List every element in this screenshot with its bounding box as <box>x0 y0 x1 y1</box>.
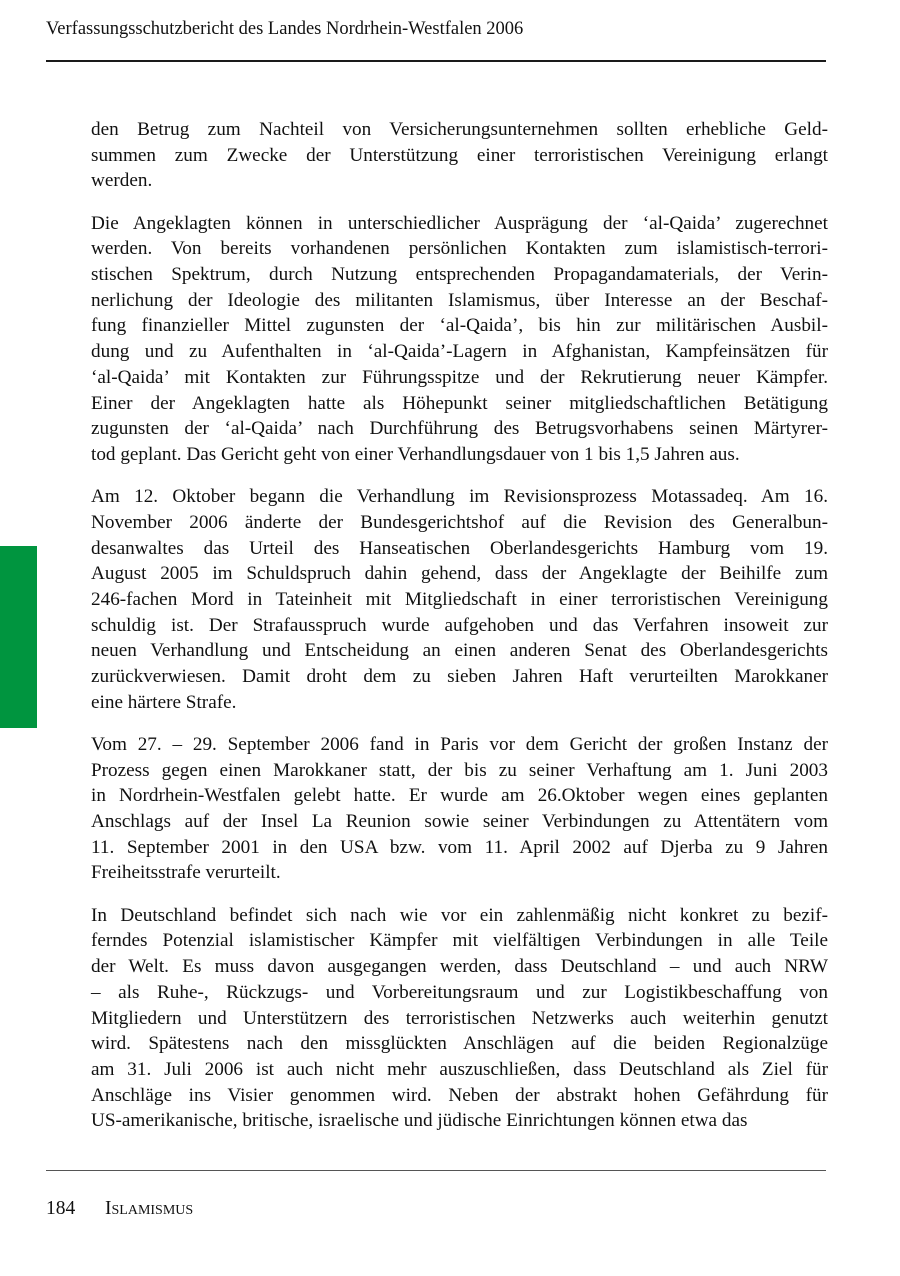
text-line: 246-fachen Mord in Tateinheit mit Mitgliedschaft in einer terroristischen Vereinigung <box>91 588 828 610</box>
text-line: desanwaltes das Urteil des Hanseatischen Oberlandesgerichts Hamburg vom 19. <box>91 537 828 559</box>
text-line: Einer der Angeklagten hatte als Höhepunkt seiner mitgliedschaftlichen Betätigung <box>91 392 828 414</box>
text-line: wird. Spätestens nach den missglückten Anschlägen auf die beiden Regionalzüge <box>91 1033 828 1055</box>
paragraph <box>91 211 828 468</box>
text-line: schuldig ist. Der Strafausspruch wurde aufgehoben und das Verfahren insoweit zur <box>91 614 828 636</box>
text-line: Mitgliedern und Unterstützern des terroristischen Netzwerks auch weiterhin genutzt <box>91 1007 828 1029</box>
text-line: US-amerikanische, britische, israelische und jüdische Einrichtungen können etwa das <box>91 1110 748 1132</box>
text-line: tod geplant. Das Gericht geht von einer Verhandlungsdauer von 1 bis 1,5 Jahren aus. <box>91 443 740 465</box>
text-line: Die Angeklagten können in unterschiedlicher Ausprägung der ‘al-Qaida’ zugerechnet <box>91 212 828 234</box>
text-line: August 2005 im Schuldspruch dahin gehend, dass der Angeklagte der Beihilfe zum <box>91 563 828 585</box>
chapter-side-tab <box>0 546 37 728</box>
text-line: dung und zu Aufenthalten in ‘al-Qaida’-Lagern in Afghanistan, Kampfeinsätzen für <box>91 341 828 363</box>
text-line: zugunsten der ‘al-Qaida’ nach Durchführung des Betrugsvorhabens seinen Märtyrer- <box>91 418 828 440</box>
text-line: werden. Von bereits vorhandenen persönlichen Kontakten zum islamistisch-terrori- <box>91 238 828 260</box>
text-line: Anschläge ins Visier genommen wird. Neben der abstrakt hohen Gefährdung für <box>91 1084 828 1106</box>
paragraph <box>91 117 828 194</box>
text-line: in Nordrhein-Westfalen gelebt hatte. Er wurde am 26.Oktober wegen eines geplanten <box>91 785 828 807</box>
text-line: Am 12. Oktober begann die Verhandlung im Revisionsprozess Motassadeq. Am 16. <box>91 486 828 508</box>
text-line: den Betrug zum Nachteil von Versicherungsunternehmen sollten erhebliche Geld- <box>91 119 828 140</box>
footer-divider <box>46 1170 826 1171</box>
text-line: ferndes Potenzial islamistischer Kämpfer mit vielfältigen Verbindungen in alle Teile <box>91 930 828 952</box>
text-line: Anschlags auf der Insel La Reunion sowie seiner Verbindungen zu Attentätern vom <box>91 811 828 833</box>
text-line: werden. <box>91 170 153 192</box>
text-line: 11. September 2001 in den USA bzw. vom 11. April 2002 auf Djerba zu 9 Jahren <box>91 836 828 858</box>
text-line: neuen Verhandlung und Entscheidung an einen anderen Senat des Oberlandesgerichts <box>91 640 828 662</box>
text-line: Freiheitsstrafe verurteilt. <box>91 862 281 884</box>
body-text <box>91 117 828 1151</box>
page-number: 184 <box>46 1198 76 1219</box>
header-divider <box>46 60 826 62</box>
text-line: eine härtere Strafe. <box>91 691 237 713</box>
paragraph <box>91 732 828 886</box>
text-line: der Welt. Es muss davon ausgegangen werden, dass Deutschland – und auch NRW <box>91 956 828 978</box>
text-line: In Deutschland befindet sich nach wie vor ein zahlenmäßig nicht konkret zu bezif- <box>91 904 828 926</box>
paragraph <box>91 903 828 1134</box>
text-line: – als Ruhe-, Rückzugs- und Vorbereitungsraum und zur Logistikbeschaffung von <box>91 981 828 1003</box>
text-line: stischen Spektrum, durch Nutzung entsprechenden Propagandamaterials, der Verin- <box>91 264 828 286</box>
paragraph <box>91 484 828 715</box>
text-line: summen zum Zwecke der Unterstützung einer terroristischen Vereinigung erlangt <box>91 144 828 166</box>
text-line: Prozess gegen einen Marokkaner statt, der bis zu seiner Verhaftung am 1. Juni 2003 <box>91 759 828 781</box>
text-line: nerlichung der Ideologie des militanten Islamismus, über Interesse an der Beschaf- <box>91 289 828 311</box>
text-line: ‘al-Qaida’ mit Kontakten zur Führungsspitze und der Rekrutierung neuer Kämpfer. <box>91 366 828 388</box>
running-header-title: Verfassungsschutzbericht des Landes Nordrhein-Westfalen 2006 <box>46 19 524 39</box>
text-line: Vom 27. – 29. September 2006 fand in Paris vor dem Gericht der großen Instanz der <box>91 733 828 755</box>
text-line: fung finanzieller Mittel zugunsten der ‘al-Qaida’, bis hin zur militärischen Ausbil- <box>91 315 828 337</box>
text-line: am 31. Juli 2006 ist auch nicht mehr auszuschließen, dass Deutschland als Ziel für <box>91 1058 828 1080</box>
section-name: Islamismus <box>105 1198 194 1219</box>
text-line: November 2006 änderte der Bundesgerichtshof auf die Revision des Generalbun- <box>91 511 828 533</box>
text-line: zurückverwiesen. Damit droht dem zu sieben Jahren Haft verurteilten Marokkaner <box>91 666 828 688</box>
